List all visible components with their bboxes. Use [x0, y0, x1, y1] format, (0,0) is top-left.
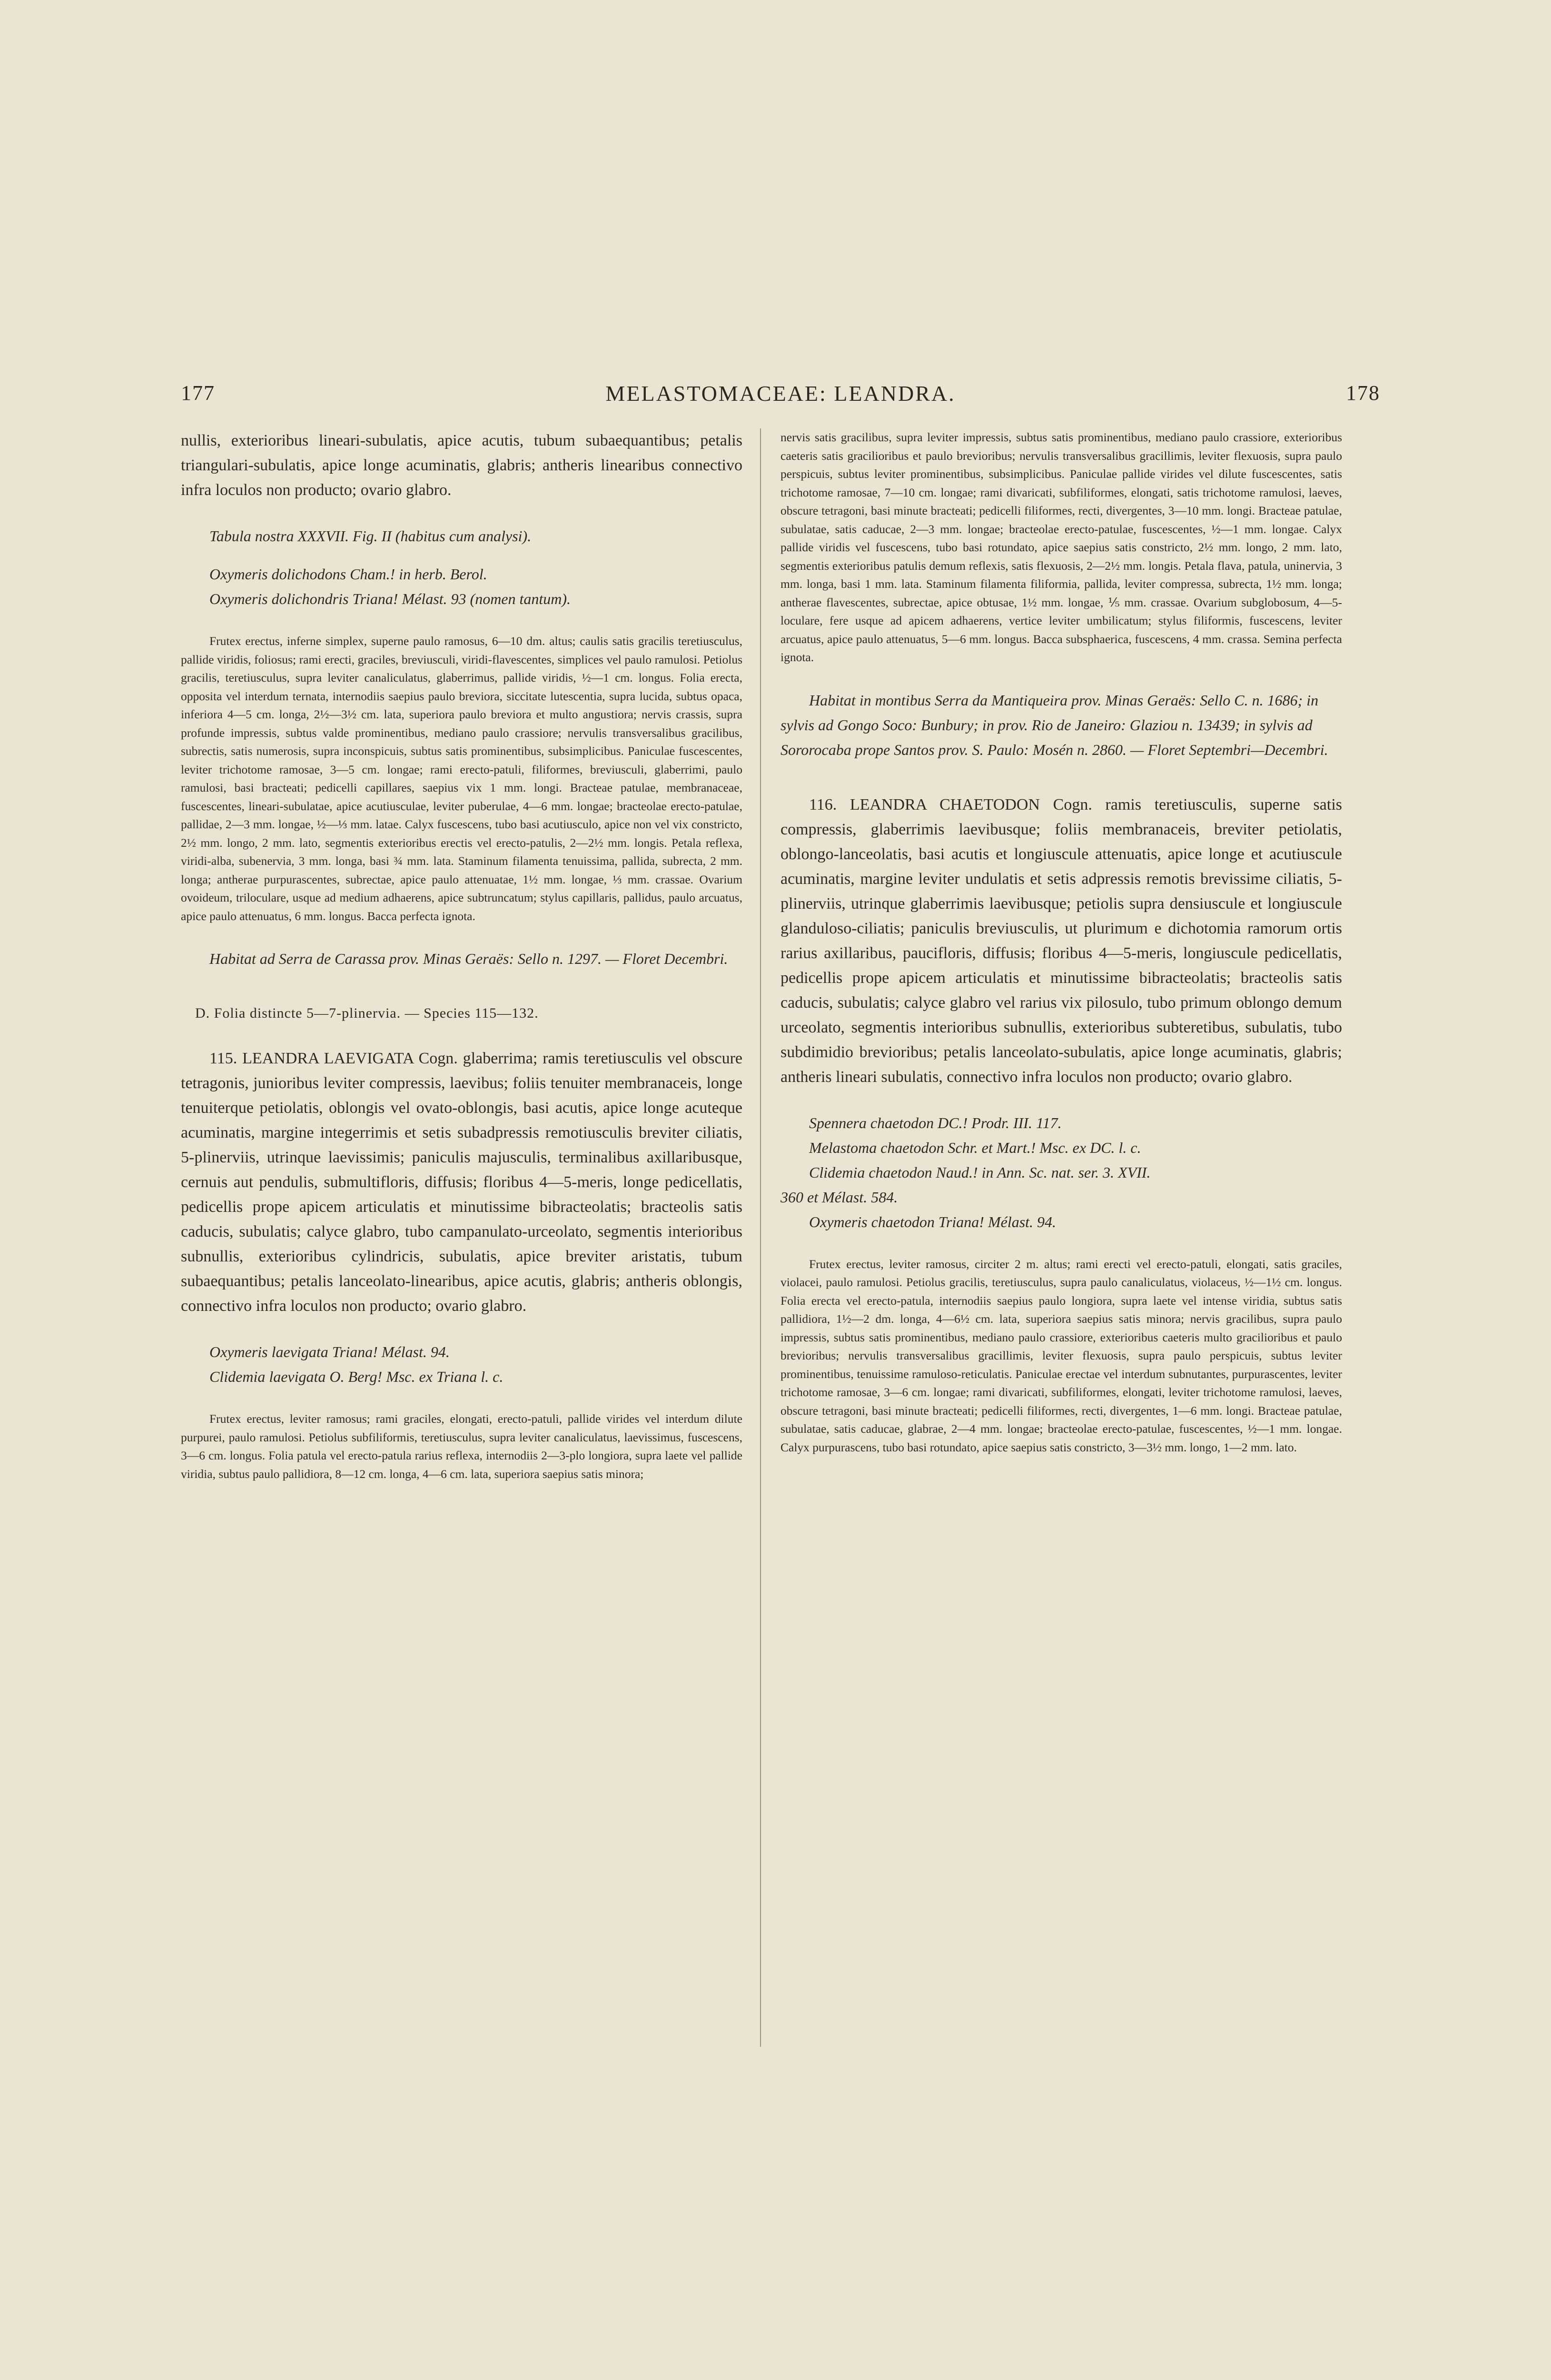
synonym: Melastoma chaetodon Schr. et Mart.! Msc. ex DC. l. c. [809, 1139, 1141, 1156]
habitat-paragraph: Habitat ad Serra de Carassa prov. Minas Geraës: Sello n. 1297. — Floret Decembri. [209, 950, 728, 967]
synonym: Oxymeris chaetodon Triana! Mélast. 94. [809, 1213, 1057, 1230]
page-number-left: 177 [181, 381, 215, 405]
species-115-description-continued: nervis satis gracilibus, supra leviter impressis, subtus satis prominentibus, mediano paulo crassiore, exterioribus caeteris satis gracilioribus et paulo brevioribus; nervulis transversalibus gracillimis, leviter flexuosis, supra paulo perspicuis, subtus leviter prominentibus, subsimplicibus. Paniculae pallide virides vel dilute fuscescentes, satis trichotome ramosae, 7—10 cm. longae; rami divaricati, subfiliformes, elongati, satis trichotome ramulosi, laeves, obscure tetragoni, basi minute bracteati; pedicelli filiformes, recti, divergentes, 3—10 mm. longi. Bracteae patulae, subulatae, satis caducae, 2—3 mm. longae; bracteolae erecto-patulae, fuscescentes, ½—1 mm. longae. Calyx pallide viridis vel fuscescens, tubo basi rotundato, apice saepius satis constricto, 2½ mm. longo, 2 mm. lato, segmentis exterioribus patulis demum reflexis, satis flexuosis, 2—2½ mm. longis. Petala flava, patula, uninervia, 3 mm. longa, basi 1 mm. lata. Staminum filamenta filiformia, pallida, leviter compressa, subrecta, 1½ mm. longa; antherae flavescentes, subrectae, apice obtusae, 1½ mm. longae, ⅕ mm. crassae. Ovarium subglobosum, 4—5-loculare, fere usque ad apicem adhaerens, vertice leviter umbilicatum; stylus filiformis, fuscescens, leviter arcuatus, apice paulo attenuatus, 5—6 mm. longus. Bacca subsphaerica, fuscescens, 4 mm. crassa. Semina perfecta ignota. [780, 430, 1342, 664]
page-number-right: 178 [1346, 381, 1380, 405]
plate-reference: Tabula nostra XXXVII. Fig. II (habitus cum analysi). [209, 527, 532, 545]
habitat-paragraph: Habitat in montibus Serra da Mantiqueira prov. Minas Geraës: Sello C. n. 1686; in sylvis ad Gongo Soco: Bunbury; in prov. Rio de Janeiro: Glaziou n. 13439; in sylvis ad Sororocaba prope Santos prov. S. Paulo: Mosén n. 2860. — Floret Septembri—Decembri. [780, 691, 1328, 758]
synonym: Oxymeris dolichondris Triana! Mélast. 93 (nomen tantum). [209, 590, 571, 607]
synonym: Oxymeris dolichodons Cham.! in herb. Berol. [209, 565, 487, 583]
left-column [181, 428, 742, 1483]
right-column [780, 428, 1342, 1457]
synonym: Clidemia laevigata O. Berg! Msc. ex Triana l. c. [209, 1368, 504, 1385]
species-115-detailed-description: Frutex erectus, leviter ramosus; rami graciles, elongati, erecto-patuli, pallide virides vel interdum dilute purpurei, paulo ramulosi. Petiolus subfiliformis, teretiusculus, supra leviter canaliculatus, laevissimus, fuscescens, 3—6 cm. longus. Folia patula vel erecto-patula rarius reflexa, internodiis 2—3-plo longiora, supra laete vel pallide viridia, subtus paulo pallidiora, 8—12 cm. longa, 4—6 cm. lata, superiora saepius satis minora; [181, 1412, 742, 1481]
key-heading: D. Folia distincte 5—7-plinervia. — Species 115—132. [195, 1005, 539, 1021]
species-114-detailed-description: Frutex erectus, inferne simplex, superne paulo ramosus, 6—10 dm. altus; caulis satis gracilis teretiusculus, pallide viridis, foliosus; rami erecti, graciles, breviusculi, viridi-flavescentes, simplices vel paulo ramulosi. Petiolus gracilis, teretiusculus, supra leviter canaliculatus, glaberrimus, pallide viridis, ½—1 cm. longus. Folia erecta, opposita vel interdum ternata, internodiis saepius paulo breviora, siccitate lutescentia, supra lucida, subtus opaca, inferiora 4—5 cm. longa, 2½—3½ cm. lata, superiora paulo breviora et multo angustiora; nervis crassis, supra profunde impressis, subtus valde prominentibus, mediano paulo crassiore; nervulis transversalibus gracilibus, subrectis, satis numerosis, supra inconspicuis, subtus satis prominentibus, subsimplicibus. Paniculae fuscescentes, leviter trichotome ramosae, 3—5 cm. longae; rami erecto-patuli, filiformes, breviusculi, glaberrimi, paulo ramulosi, basi bracteati; pedicelli capillares, saepius vix 1 mm. longi. Bracteae patulae, membranaceae, fuscescentes, lineari-subulatae, apice acutiusculae, leviter puberulae, 4—6 mm. longae; bracteolae erecto-patulae, pallidae, 2—3 mm. longae, ½—⅓ mm. latae. Calyx fuscescens, tubo basi acutiusculo, apice non vel vix constricto, 2½ mm. longo, 2 mm. lato, segmentis exterioribus erectis vel erecto-patulis, 2—2½ mm. longis. Petala reflexa, viridi-alba, subenervia, 3 mm. longa, basi ¾ mm. lata. Staminum filamenta tenuissima, pallida, subrecta, 2 mm. longa; antherae purpurascentes, subrectae, apice paulo attenuatae, 1½ mm. longae, ⅓ mm. crassae. Ovarium ovoideum, triloculare, usque ad medium adhaerens, apice subtruncatum; stylus capillaris, pallidus, paulo arcuatus, apice paulo attenuatus, 6 mm. longus. Bacca perfecta ignota. [181, 634, 742, 923]
species-115-diagnosis: 115. LEANDRA LAEVIGATA Cogn. glaberrima; ramis teretiusculis vel obscure tetragonis, junioribus leviter compressis, laevibus; foliis tenuiter membranaceis, longe tenuiterque petiolatis, oblongis vel ovato-oblongis, basi acutis, apice longe acuteque acuminatis, margine integerrimis et setis subadpressis remotiusculis breviter ciliatis, 5-plinerviis, utrinque laevissimis; paniculis majusculis, terminalibus axillaribusque, cernuis aut pendulis, submultifloris, diffusis; floribus 4—5-meris, longe pedicellatis, pedicellis prope apicem articulatis et minutissime bibracteolatis; bracteolis satis caducis, subulatis; calyce glabro, tubo campanulato-urceolato, segmentis interioribus subnullis, exterioribus cylindricis, subulatis, apice breviter aristatis, tubum subaequantibus; petalis lanceolato-linearibus, apice acutis, glabris; antheris oblongis, connectivo infra loculos non producto; ovario glabro. [181, 1050, 742, 1315]
synonym: Oxymeris laevigata Triana! Mélast. 94. [209, 1343, 450, 1360]
synonym: Clidemia chaetodon Naud.! in Ann. Sc. nat. ser. 3. XVII. [809, 1163, 1151, 1181]
species-114-description-end: nullis, exterioribus lineari-subulatis, apice acutis, tubum subaequantibus; petalis triangulari-subulatis, apice longe acuminatis, glabris; antheris linearibus connectivo infra loculos non producto; ovario glabro. [181, 432, 742, 499]
synonym: Spennera chaetodon DC.! Prodr. III. 117. [809, 1114, 1062, 1131]
species-116-diagnosis: 116. LEANDRA CHAETODON Cogn. ramis teretiusculis, superne satis compressis, glaberrimis laevibusque; foliis membranaceis, breviter petiolatis, oblongo-lanceolatis, basi acutis et longiuscule attenuatis, apice longe et acutiuscule acuminatis, margine leviter undulatis et setis adpressis remotis brevissime ciliatis, 5-plinerviis, utrinque glaberrimis laevibusque; petiolis supra densiuscule et longiuscule glanduloso-ciliatis; paniculis breviusculis, ut plurimum e dichotomia ramorum ortis rarius axillaribus, paucifloris, diffusis; floribus 4—5-meris, longiuscule pedicellatis, pedicellis prope apicem articulatis et minutissime bibracteolatis; bracteolis satis caducis, subulatis; calyce glabro vel rarius vix pilosulo, tubo primum oblongo demum urceolato, segmentis interioribus subnullis, exterioribus subteretibus, subulatis, tubo subdimidio brevioribus; petalis lanceolato-subulatis, apice longe acuminatis, glabris; antheris lineari subulatis, connectivo infra loculos non producto; ovario glabro. [780, 795, 1342, 1086]
column-divider [760, 428, 761, 2047]
species-116-detailed-description: Frutex erectus, leviter ramosus, circiter 2 m. altus; rami erecti vel erecto-patuli, elongati, satis graciles, violacei, paulo ramulosi. Petiolus gracilis, teretiusculus, supra paulo canaliculatus, violaceus, ½—1½ cm. longus. Folia erecta vel erecto-patula, internodiis saepius paulo longiora, supra laete vel intense viridia, subtus satis pallidiora, 1½—2 dm. longa, 4—6½ cm. lata, superiora saepius satis minora; nervis gracilibus, supra paulo impressis, subtus satis prominentibus, mediano paulo crassiore, exterioribus caeteris multo gracilioribus et paulo brevioribus; nervulis transversalibus gracillimis, leviter flexuosis, supra paulo perspicuis, subtus leviter prominentibus, tenuissime ramuloso-reticulatis. Paniculae erectae vel interdum subnutantes, purpurascentes, leviter trichotome ramosae, 3—6 cm. longae; rami divaricati, subfiliformes, elongati, leviter trichotome ramulosi, laeves, obscure tetragoni, basi minute bracteati; pedicelli filiformes, recti, divergentes, 1—6 mm. longi. Bracteae patulae, subulatae, satis caducae, glabrae, 2—4 mm. longae; bracteolae erecto-patulae, fuscescentes, ½—1 mm. longae. Calyx purpurascens, tubo basi rotundato, apice saepius satis constricto, 3—3½ mm. longo, 1—2 mm. lato. [780, 1257, 1342, 1454]
running-head: MELASTOMACEAE: LEANDRA. [605, 381, 956, 406]
page-header [181, 381, 1380, 419]
synonym-continued: 360 et Mélast. 584. [780, 1188, 898, 1206]
